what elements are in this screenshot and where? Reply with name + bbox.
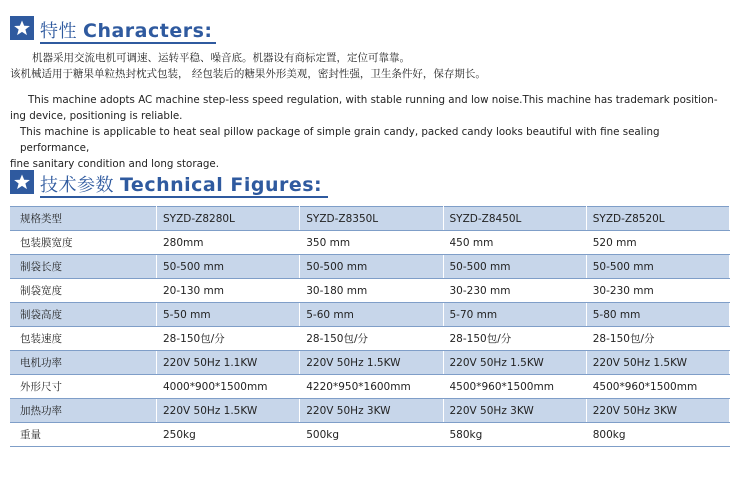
cell-value: 220V 50Hz 1.5KW (157, 399, 300, 423)
characters-en-line-1: This machine adopts AC machine step-less speed regulation, with stable running and low noise.This machine has trademark position- (28, 94, 718, 106)
cell-value: 5-50 mm (157, 303, 300, 327)
technical-title-en: Technical Figures: (120, 174, 323, 196)
characters-en-line-4: fine sanitary condition and long storage. (10, 158, 220, 170)
cell-value: 30-230 mm (443, 279, 586, 303)
characters-en-line-2: ing device, positioning is reliable. (10, 110, 183, 122)
cell-value: 28-150包/分 (300, 327, 443, 351)
cell-value: 450 mm (443, 231, 586, 255)
characters-underline (40, 42, 216, 44)
cell-value: 4500*960*1500mm (443, 375, 586, 399)
row-label: 包装膜宽度 (10, 231, 157, 255)
row-label: 规格类型 (10, 207, 157, 231)
row-label: 制袋长度 (10, 255, 157, 279)
cell-value: 20-130 mm (157, 279, 300, 303)
cell-value: 30-180 mm (300, 279, 443, 303)
characters-title-en: Characters: (83, 20, 213, 42)
star-icon (10, 170, 34, 194)
table-row (10, 279, 730, 303)
cell-value: 30-230 mm (586, 279, 729, 303)
cell-value: 800kg (586, 423, 729, 447)
cell-value: 5-70 mm (443, 303, 586, 327)
cell-value: SYZD-Z8520L (586, 207, 729, 231)
cell-value: 220V 50Hz 3KW (586, 399, 729, 423)
cell-value: 350 mm (300, 231, 443, 255)
table-row (10, 303, 730, 327)
cell-value: 4000*900*1500mm (157, 375, 300, 399)
characters-cn-line-2: 该机械适用于糖果单粒热封枕式包装， 经包装后的糖果外形美观，密封性强，卫生条件好，保存期长。 (10, 68, 486, 80)
technical-title-cn: 技术参数 (40, 175, 114, 196)
cell-value: 220V 50Hz 1.5KW (443, 351, 586, 375)
table-row (10, 375, 730, 399)
row-label: 外形尺寸 (10, 375, 157, 399)
row-label: 重量 (10, 423, 157, 447)
cell-value: 28-150包/分 (443, 327, 586, 351)
technical-underline (40, 196, 328, 198)
table-row (10, 231, 730, 255)
characters-title-cn: 特性 (40, 21, 77, 42)
row-label: 加热功率 (10, 399, 157, 423)
star-icon (10, 16, 34, 40)
cell-value: 4220*950*1600mm (300, 375, 443, 399)
cell-value: 220V 50Hz 3KW (300, 399, 443, 423)
cell-value: 520 mm (586, 231, 729, 255)
characters-cn-text (10, 50, 730, 82)
table-row (10, 399, 730, 423)
technical-title (40, 171, 322, 197)
cell-value: 28-150包/分 (157, 327, 300, 351)
row-label: 电机功率 (10, 351, 157, 375)
cell-value: 220V 50Hz 1.1KW (157, 351, 300, 375)
cell-value: 50-500 mm (443, 255, 586, 279)
cell-value: 4500*960*1500mm (586, 375, 729, 399)
table-row (10, 207, 730, 231)
cell-value: 220V 50Hz 3KW (443, 399, 586, 423)
row-label: 制袋高度 (10, 303, 157, 327)
cell-value: SYZD-Z8450L (443, 207, 586, 231)
cell-value: 5-60 mm (300, 303, 443, 327)
characters-title (40, 17, 213, 43)
cell-value: 280mm (157, 231, 300, 255)
cell-value: 28-150包/分 (586, 327, 729, 351)
cell-value: 220V 50Hz 1.5KW (586, 351, 729, 375)
cell-value: 500kg (300, 423, 443, 447)
spec-table (10, 206, 730, 447)
cell-value: 50-500 mm (586, 255, 729, 279)
table-row (10, 255, 730, 279)
table-row (10, 351, 730, 375)
cell-value: 50-500 mm (300, 255, 443, 279)
characters-en-line-3: This machine is applicable to heat seal pillow package of simple grain candy, packed candy looks beautiful with fine sealing performance, (20, 126, 660, 154)
row-label: 包装速度 (10, 327, 157, 351)
cell-value: 220V 50Hz 1.5KW (300, 351, 443, 375)
characters-en-text (10, 92, 730, 172)
cell-value: 250kg (157, 423, 300, 447)
cell-value: 50-500 mm (157, 255, 300, 279)
cell-value: SYZD-Z8350L (300, 207, 443, 231)
cell-value: 5-80 mm (586, 303, 729, 327)
cell-value: 580kg (443, 423, 586, 447)
row-label: 制袋宽度 (10, 279, 157, 303)
characters-cn-line-1: 机器采用交流电机可调速、运转平稳、噪音底。机器设有商标定置，定位可靠靠。 (32, 52, 410, 64)
cell-value: SYZD-Z8280L (157, 207, 300, 231)
table-row (10, 327, 730, 351)
table-row (10, 423, 730, 447)
